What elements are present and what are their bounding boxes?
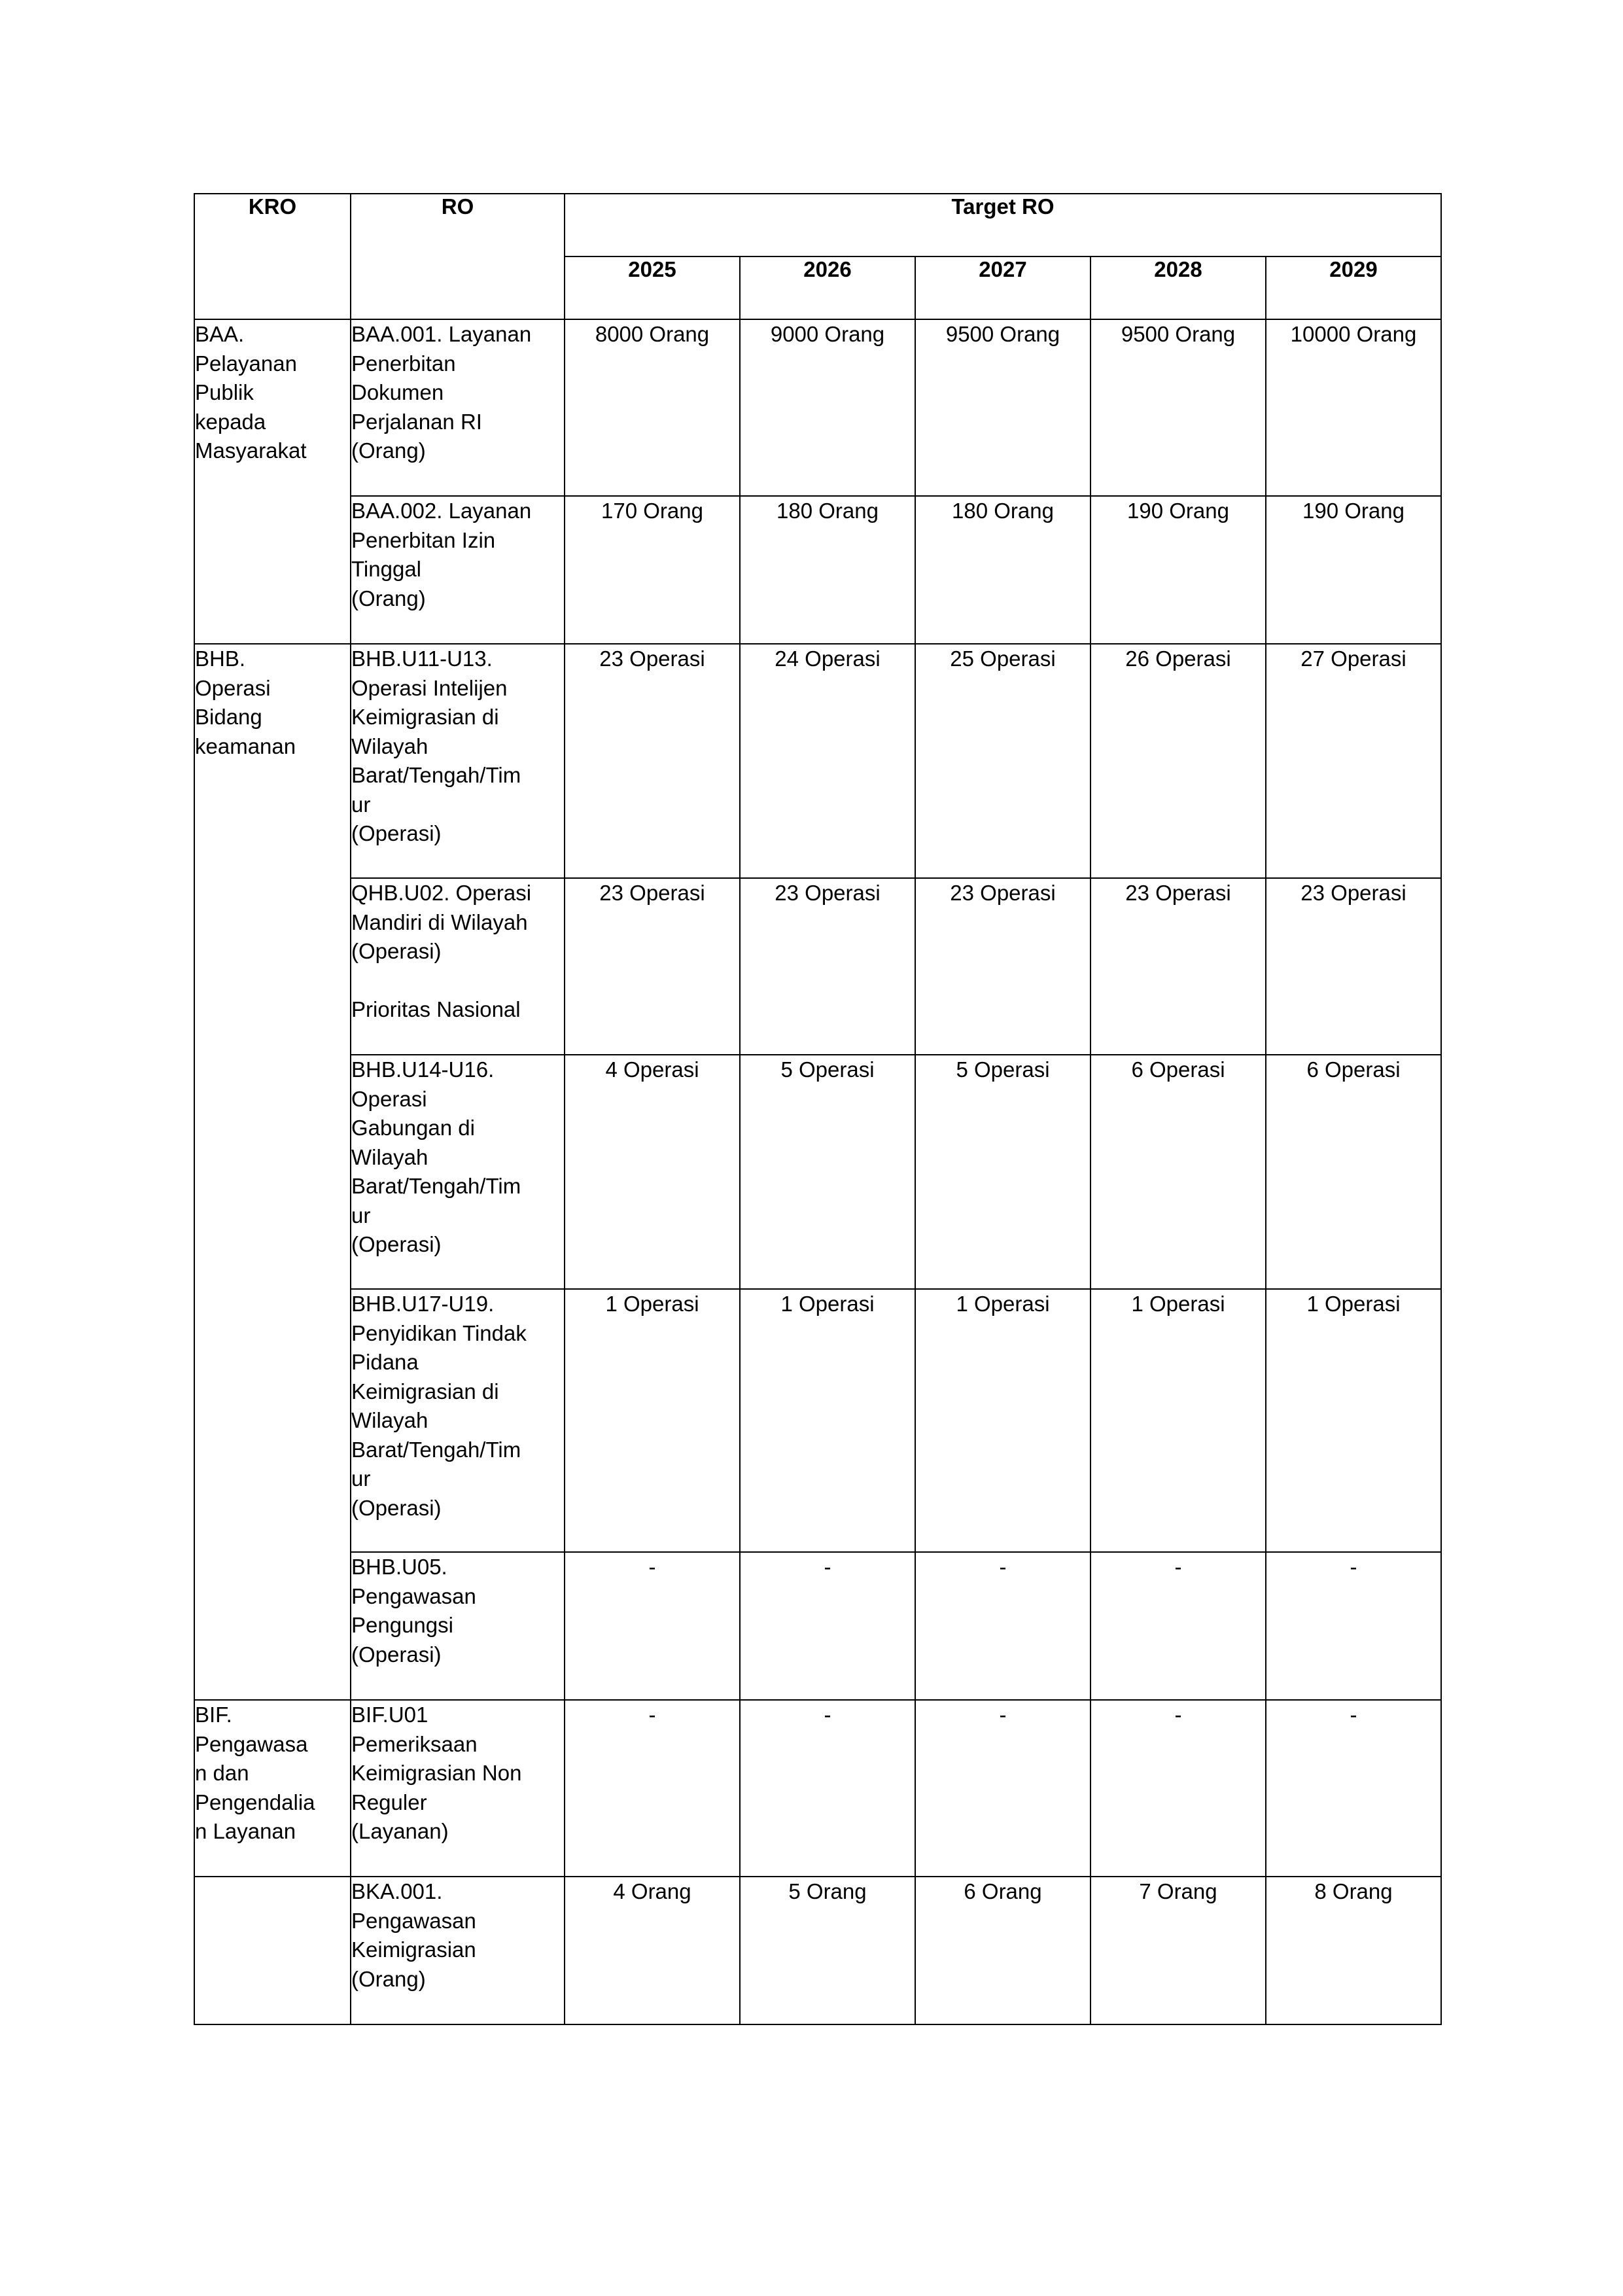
cell-text-line: (Operasi) (351, 1642, 442, 1667)
target-value-cell: 190 Orang (1091, 496, 1266, 644)
cell-text-line: Keimigrasian di (351, 1379, 499, 1404)
target-value-cell: - (1266, 1552, 1441, 1700)
cell-text-line: Masyarakat (195, 438, 307, 463)
cell-text-line: Pidana (351, 1350, 419, 1374)
target-value-cell: 8 Orang (1266, 1877, 1441, 2024)
target-value-cell: 23 Operasi (740, 878, 915, 1055)
ro-cell (351, 319, 565, 496)
year-header: 2029 (1266, 256, 1441, 319)
target-value-cell: 9500 Orang (915, 319, 1091, 496)
cell-text-line: Keimigrasian di (351, 705, 499, 729)
target-value-cell: 7 Orang (1091, 1877, 1266, 2024)
target-value-cell: 9500 Orang (1091, 319, 1266, 496)
cell-text-line: Pelayanan (195, 351, 297, 376)
target-value-cell: - (915, 1700, 1091, 1877)
target-value-cell: 23 Operasi (915, 878, 1091, 1055)
target-value-cell: 170 Orang (565, 496, 740, 644)
ro-cell (351, 496, 565, 644)
cell-text-line: (Operasi) (351, 939, 442, 963)
cell-text-line: BHB. (195, 646, 246, 671)
target-value-cell: - (1091, 1552, 1266, 1700)
cell-text-line: Wilayah (351, 733, 428, 758)
cell-text-line: BKA.001. (351, 1879, 443, 1903)
cell-text-line: Pemeriksaan (351, 1731, 478, 1756)
cell-text-line: QHB.U02. Operasi (351, 881, 532, 905)
target-value-cell: - (565, 1552, 740, 1700)
target-value-cell: - (740, 1700, 915, 1877)
target-value-cell: 6 Operasi (1266, 1055, 1441, 1289)
target-value-cell: - (915, 1552, 1091, 1700)
table-row (194, 496, 1441, 644)
target-value-cell: - (565, 1700, 740, 1877)
target-value-cell: 190 Orang (1266, 496, 1441, 644)
cell-text-line: Pengawasa (195, 1731, 308, 1756)
cell-text-line: BIF. (195, 1703, 232, 1727)
target-value-cell: 26 Operasi (1091, 644, 1266, 878)
cell-text-line: (Orang) (351, 586, 426, 610)
target-value-cell: 24 Operasi (740, 644, 915, 878)
target-value-cell: 1 Operasi (915, 1289, 1091, 1552)
target-value-cell: 4 Orang (565, 1877, 740, 2024)
target-value-cell: 180 Orang (740, 496, 915, 644)
target-value-cell: - (1091, 1700, 1266, 1877)
target-value-cell: 1 Operasi (565, 1289, 740, 1552)
cell-text-line: BAA.001. Layanan (351, 322, 532, 346)
cell-text-line: BAA.002. Layanan (351, 499, 532, 523)
ro-cell (351, 644, 565, 878)
cell-text-line: Penyidikan Tindak (351, 1320, 527, 1345)
cell-text-line: Operasi Intelijen (351, 675, 508, 700)
year-header: 2028 (1091, 256, 1266, 319)
cell-text-line: Publik (195, 380, 254, 404)
ro-header: RO (351, 194, 565, 319)
kro-cell (194, 1700, 351, 1877)
cell-text-line: BHB.U05. (351, 1555, 447, 1579)
cell-text-line: BHB.U14-U16. (351, 1057, 495, 1082)
cell-text-line: (Operasi) (351, 1232, 442, 1256)
cell-text-line: Dokumen (351, 380, 444, 404)
table-row (194, 1055, 1441, 1289)
target-value-cell: - (1266, 1700, 1441, 1877)
target-value-cell: 180 Orang (915, 496, 1091, 644)
cell-text-line: Pengawasan (351, 1908, 476, 1933)
cell-text-line: keamanan (195, 733, 296, 758)
ro-cell (351, 1055, 565, 1289)
cell-text-line: (Operasi) (351, 821, 442, 845)
cell-text-line: Keimigrasian Non (351, 1761, 522, 1785)
table-row (194, 878, 1441, 1055)
table-row (194, 1289, 1441, 1552)
target-value-cell: 6 Orang (915, 1877, 1091, 2024)
table-row (194, 1877, 1441, 2024)
table-row (194, 1552, 1441, 1700)
cell-text-line: (Orang) (351, 438, 426, 463)
cell-text-line: n Layanan (195, 1819, 296, 1843)
target-value-cell: 1 Operasi (1266, 1289, 1441, 1552)
target-ro-header: Target RO (565, 194, 1441, 256)
target-value-cell: 10000 Orang (1266, 319, 1441, 496)
table-row (194, 319, 1441, 496)
target-value-cell: 5 Orang (740, 1877, 915, 2024)
target-value-cell: 5 Operasi (915, 1055, 1091, 1289)
header-row (194, 194, 1441, 256)
cell-text-line: ur (351, 792, 371, 817)
cell-text-line: (Layanan) (351, 1819, 449, 1843)
target-value-cell: 6 Operasi (1091, 1055, 1266, 1289)
table-row (194, 644, 1441, 878)
cell-text-line: Perjalanan RI (351, 409, 482, 434)
cell-text-line: Pengawasan (351, 1583, 476, 1608)
cell-text-line: Barat/Tengah/Tim (351, 1174, 521, 1198)
year-header: 2026 (740, 256, 915, 319)
target-value-cell: 23 Operasi (1266, 878, 1441, 1055)
cell-text-line: Prioritas Nasional (351, 997, 521, 1021)
target-value-cell: 27 Operasi (1266, 644, 1441, 878)
cell-text-line: Keimigrasian (351, 1937, 476, 1962)
cell-text-line: (Operasi) (351, 1495, 442, 1520)
cell-text-line: Reguler (351, 1790, 427, 1814)
kro-cell (194, 1877, 351, 2024)
cell-text-line: Pengendalia (195, 1790, 315, 1814)
cell-text-line: BAA. (195, 322, 245, 346)
cell-text-line: n dan (195, 1761, 249, 1785)
cell-text-line: Gabungan di (351, 1116, 475, 1140)
cell-text-line: Penerbitan (351, 351, 456, 376)
target-value-cell: 23 Operasi (1091, 878, 1266, 1055)
ro-cell (351, 1552, 565, 1700)
kro-cell (194, 319, 351, 644)
cell-text-line: Tinggal (351, 557, 422, 581)
target-value-cell: 9000 Orang (740, 319, 915, 496)
kro-header: KRO (194, 194, 351, 319)
cell-text-line: BIF.U01 (351, 1703, 428, 1727)
table-row (194, 1700, 1441, 1877)
kro-cell (194, 644, 351, 1700)
cell-text-line: Operasi (195, 675, 271, 700)
cell-text-line: Barat/Tengah/Tim (351, 1437, 521, 1462)
ro-cell (351, 878, 565, 1055)
target-value-cell: 25 Operasi (915, 644, 1091, 878)
cell-text-line: (Orang) (351, 1966, 426, 1991)
ro-cell (351, 1877, 565, 2024)
cell-text-line: BHB.U17-U19. (351, 1292, 495, 1316)
cell-text-line: Barat/Tengah/Tim (351, 763, 521, 787)
cell-text-line: Operasi (351, 1086, 427, 1111)
cell-text-line: Mandiri di Wilayah (351, 910, 528, 934)
target-value-cell: 5 Operasi (740, 1055, 915, 1289)
ro-cell (351, 1289, 565, 1552)
cell-text-line: BHB.U11-U13. (351, 646, 493, 671)
cell-text-line: kepada (195, 409, 266, 434)
year-header: 2025 (565, 256, 740, 319)
target-value-cell: 4 Operasi (565, 1055, 740, 1289)
target-value-cell: 8000 Orang (565, 319, 740, 496)
cell-text-line: Penerbitan Izin (351, 527, 496, 552)
blank-line (351, 966, 564, 996)
target-value-cell: 1 Operasi (1091, 1289, 1266, 1552)
target-ro-table (194, 193, 1442, 2025)
year-header: 2027 (915, 256, 1091, 319)
cell-text-line: Wilayah (351, 1408, 428, 1432)
target-value-cell: - (740, 1552, 915, 1700)
target-value-cell: 23 Operasi (565, 878, 740, 1055)
cell-text-line: Bidang (195, 705, 262, 729)
target-value-cell: 23 Operasi (565, 644, 740, 878)
target-value-cell: 1 Operasi (740, 1289, 915, 1552)
cell-text-line: ur (351, 1203, 371, 1227)
ro-cell (351, 1700, 565, 1877)
cell-text-line: ur (351, 1466, 371, 1491)
cell-text-line: Wilayah (351, 1144, 428, 1169)
cell-text-line: Pengungsi (351, 1613, 453, 1637)
